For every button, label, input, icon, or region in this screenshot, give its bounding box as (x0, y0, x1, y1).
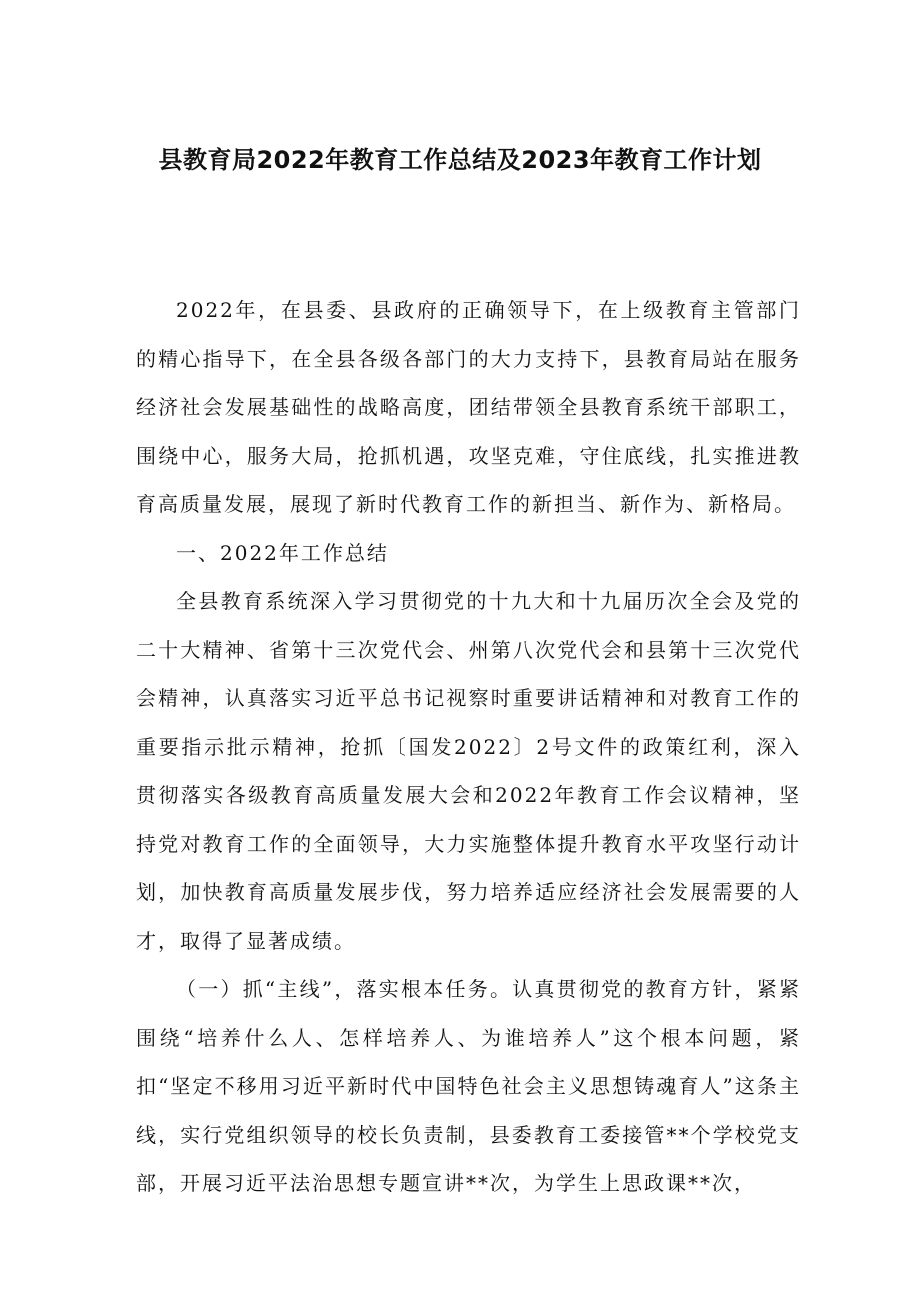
document-body (136, 286, 801, 1208)
document-title: 县教育局2022年教育工作总结及2023年教育工作计划 (158, 146, 762, 174)
summary-paragraph: 全县教育系统深入学习贯彻党的十九大和十九届历次全会及党的二十大精神、省第十三次党代会、州第八次党代会和县第十三次党代会精神，认真落实习近平总书记视察时重要讲话精神和对教育工作的重要指示批示精神，抢抓〔国发2022〕2号文件的政策红利，深入贯彻落实各级教育高质量发展大会和2022年教育工作会议精神，坚持党对教育工作的全面领导，大力实施整体提升教育水平攻坚行动计划，加快教育高质量发展步伐，努力培养适应经济社会发展需要的人才，取得了显著成绩。 (136, 589, 801, 953)
subsection-paragraph-mainline: （一）抓“主线”，落实根本任务。认真贯彻党的教育方针，紧紧围绕“培养什么人、怎样培养人、为谁培养人”这个根本问题，紧扣“坚定不移用习近平新时代中国特色社会主义思想铸魂育人”这条主线，实行党组织领导的校长负责制，县委教育工委接管**个学校党支部，开展习近平法治思想专题宣讲**次，为学生上思政课**次， (136, 977, 801, 1195)
intro-paragraph: 2022年，在县委、县政府的正确领导下，在上级教育主管部门的精心指导下，在全县各级各部门的大力支持下，县教育局站在服务经济社会发展基础性的战略高度，团结带领全县教育系统干部职工，围绕中心，服务大局，抢抓机遇，攻坚克难，守住底线，扎实推进教育高质量发展，展现了新时代教育工作的新担当、新作为、新格局。 (136, 298, 801, 516)
section-heading-2022-summary: 一、2022年工作总结 (176, 540, 389, 565)
